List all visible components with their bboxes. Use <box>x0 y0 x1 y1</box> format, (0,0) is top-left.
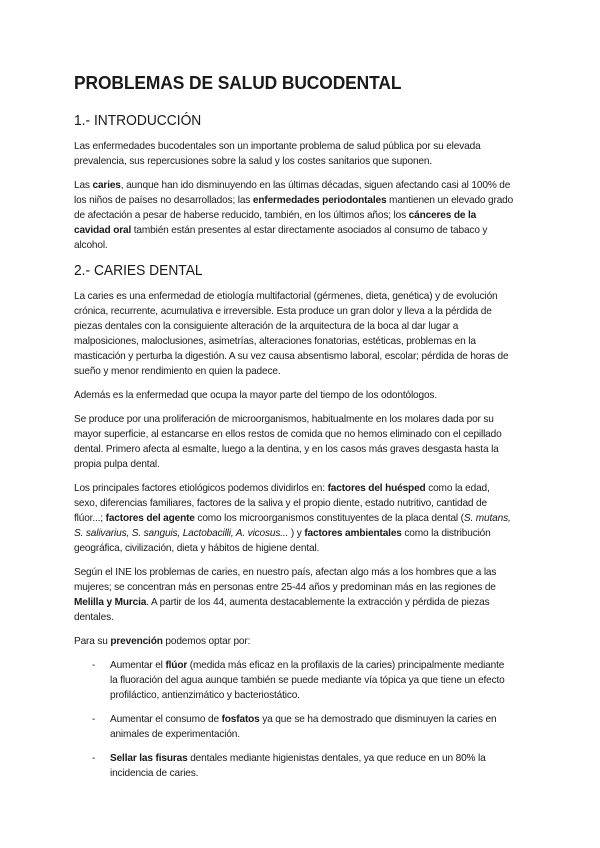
text-run: como los microorganismos constituyentes de la placa dental ( <box>194 513 464 524</box>
section-heading-introduccion: 1.- INTRODUCCIÓN <box>74 112 202 129</box>
caries-paragraph-6 <box>74 634 514 649</box>
bold-term-prevencion: prevención <box>110 636 163 647</box>
caries-paragraph-5 <box>74 565 514 625</box>
text-run: ) y <box>288 528 305 539</box>
prevention-list <box>74 658 514 781</box>
caries-paragraph-2: Además es la enfermedad que ocupa la mayor parte del tiempo de los odontólogos. <box>74 390 437 401</box>
text-run: también están presentes al estar directamente asociados al consumo de tabaco y alcohol. <box>74 225 488 251</box>
text-run: podemos optar por: <box>162 636 251 647</box>
text-run: (medida más eficaz en la profilaxis de la caries) principalmente mediante la fluoración del agua aunque también se puede mediante vía tópica ya que tiene un efecto profiláctico, antienzimático y bacteriostático. <box>110 660 505 701</box>
italic-species-list: S. mutans, S. salivarius, S. sanguis, Lactobacilli, A. vicosus... <box>74 513 511 539</box>
bold-term-caries: caries <box>92 180 121 191</box>
bold-term-periodontales: enfermedades periodontales <box>252 195 387 206</box>
text-run: Las <box>74 180 93 191</box>
bold-term-sellar: Sellar las fisuras <box>110 753 188 764</box>
text-run: Según el INE los problemas de caries, en nuestro país, afectan algo más a los hombres que a las mujeres; se concentran más en personas entre 25-44 años y predominan más en las regiones de <box>74 567 497 593</box>
text-run: Aumentar el <box>110 660 166 671</box>
bold-term-canceres: cánceres de la cavidad oral <box>74 210 477 236</box>
text-run: Los principales factores etiológicos podemos dividirlos en: <box>74 483 328 494</box>
dash-bullet: - <box>92 753 96 764</box>
dash-bullet: - <box>92 714 96 725</box>
text-run: , aunque han ido disminuyendo en las últimas décadas, siguen afectando casi al 100% de los niños de países no desarrollados; las <box>74 180 511 206</box>
caries-paragraph-4 <box>74 481 514 556</box>
caries-paragraph-1: La caries es una enfermedad de etiología multifactorial (gérmenes, dieta, genética) y de evolución crónica, recurrente, acumulativa e irreversible. Esta produce un gran dolor y lleva a la pérdida de piezas dentales con la consiguiente alteración de la arquitectura de la boca al dar lugar a malposiciones, maloclusiones, asimetrías, alteraciones fonatorias, estéticas, problemas en la masticación y perturba la digestión. A su vez causa absentismo laboral, escolar; pérdida de horas de sueño y menor rendimiento en quien la padece. <box>74 291 509 377</box>
list-item <box>74 751 514 781</box>
dash-bullet: - <box>92 660 96 671</box>
text-run: Para su <box>74 636 111 647</box>
bold-term-regiones: Melilla y Murcia <box>74 597 147 608</box>
bold-term-fosfatos: fosfatos <box>221 714 260 725</box>
list-item <box>74 712 514 742</box>
bold-term-fluor: flúor <box>165 660 188 671</box>
section-heading-caries-dental: 2.- CARIES DENTAL <box>74 262 203 279</box>
text-run: como la distribución geográfica, civilización, dieta y hábitos de higiene dental. <box>74 528 491 554</box>
text-run: dentales mediante higienistas dentales, ya que reduce en un 80% la incidencia de caries. <box>110 753 486 779</box>
text-run: . A partir de los 44, aumenta destacablemente la extracción y pérdida de piezas dentales. <box>74 597 490 623</box>
caries-paragraph-3: Se produce por una proliferación de microorganismos, habitualmente en los molares dada por su mayor superficie, al estancarse en ellos restos de comida que no hemos eliminado con el cepillado dental. Primero afecta al esmalte, luego a la dentina, y en los casos más graves desgasta hasta la propia pulpa dental. <box>74 414 502 470</box>
bold-term-agente: factores del agente <box>105 513 195 524</box>
intro-paragraph-2 <box>74 178 514 253</box>
text-run: como la edad, sexo, diferencias familiares, factores de la saliva y el propio diente, estado nutritivo, cantidad de flúor...; <box>74 483 490 524</box>
document-title: PROBLEMAS DE SALUD BUCODENTAL <box>74 72 402 93</box>
list-item <box>74 658 514 703</box>
text-run: ya que se ha demostrado que disminuyen la caries en animales de experimentación. <box>110 714 497 740</box>
bold-term-huesped: factores del huésped <box>327 483 426 494</box>
bold-term-ambientales: factores ambientales <box>304 528 402 539</box>
text-run: mantienen un elevado grado de afectación a pesar de haberse reducido, también, en los últimos años; los <box>74 195 514 221</box>
text-run: Aumentar el consumo de <box>110 714 222 725</box>
intro-paragraph-1: Las enfermedades bucodentales son un importante problema de salud pública por su elevada prevalencia, sus repercusiones sobre la salud y los costes sanitarios que suponen. <box>74 141 481 167</box>
